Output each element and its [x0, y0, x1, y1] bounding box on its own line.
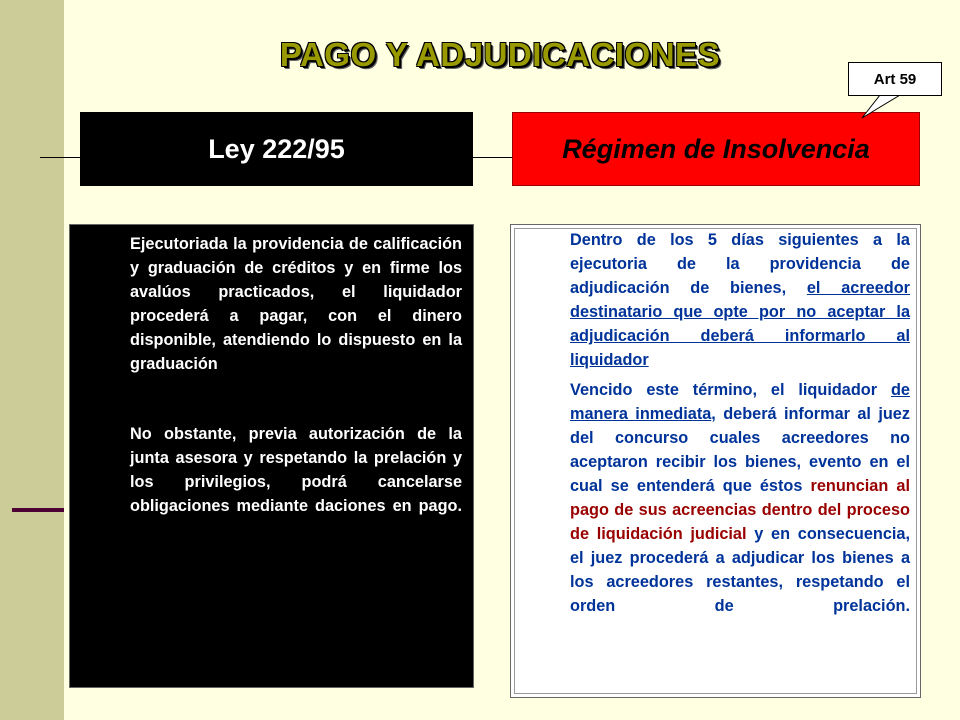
left-paragraph-1: Ejecutoriada la providencia de calificación y graduación de créditos y en firme los avalúos practicados, el liquidador procederá a pagar, con el dinero disponible, atendiendo lo dispuesto en la graduación — [130, 235, 462, 373]
left-band-rule — [12, 508, 64, 512]
right-p2-text-a: Vencido este término, el liquidador — [570, 381, 891, 399]
left-connector-line — [40, 157, 82, 158]
left-decorative-band — [0, 0, 64, 720]
right-p1-underlined: el acreedor destinatario que opte por no aceptar la adjudicación deberá informarlo al liquidador — [570, 279, 910, 369]
right-p2-text-c: , deberá informar al juez del concurso cuales acreedores no aceptaron recibir los bienes, evento en el cual se entenderá que éstos — [570, 405, 910, 495]
middle-connector-line — [473, 157, 513, 158]
right-p2-underlined: de manera inmediata — [570, 381, 910, 423]
page-title: PAGO Y ADJUDICACIONES — [279, 36, 721, 73]
right-p2-text-e: y en consecuencia, el juez procederá a adjudicar los bienes a los acreedores restantes, respetando el orden de prelación. — [570, 525, 910, 615]
right-paragraph-2 — [570, 378, 910, 618]
left-paragraph-2: No obstante, previa autorización de la junta asesora y respetando la prelación y los privilegios, podrá cancelarse obligaciones mediante daciones en pago. — [130, 425, 462, 515]
right-p2-emphasis: renuncian al pago de sus acreencias dentro del proceso de liquidación judicial — [570, 477, 910, 543]
header-ley-222: Ley 222/95 — [80, 112, 473, 186]
right-paragraph-1 — [570, 228, 910, 372]
header-regimen-insolvencia: Régimen de Insolvencia — [512, 112, 920, 186]
art-59-callout: Art 59 — [848, 62, 942, 96]
right-p1-text: Dentro de los 5 días siguientes a la ejecutoria de la providencia de adjudicación de bienes, — [570, 231, 910, 297]
